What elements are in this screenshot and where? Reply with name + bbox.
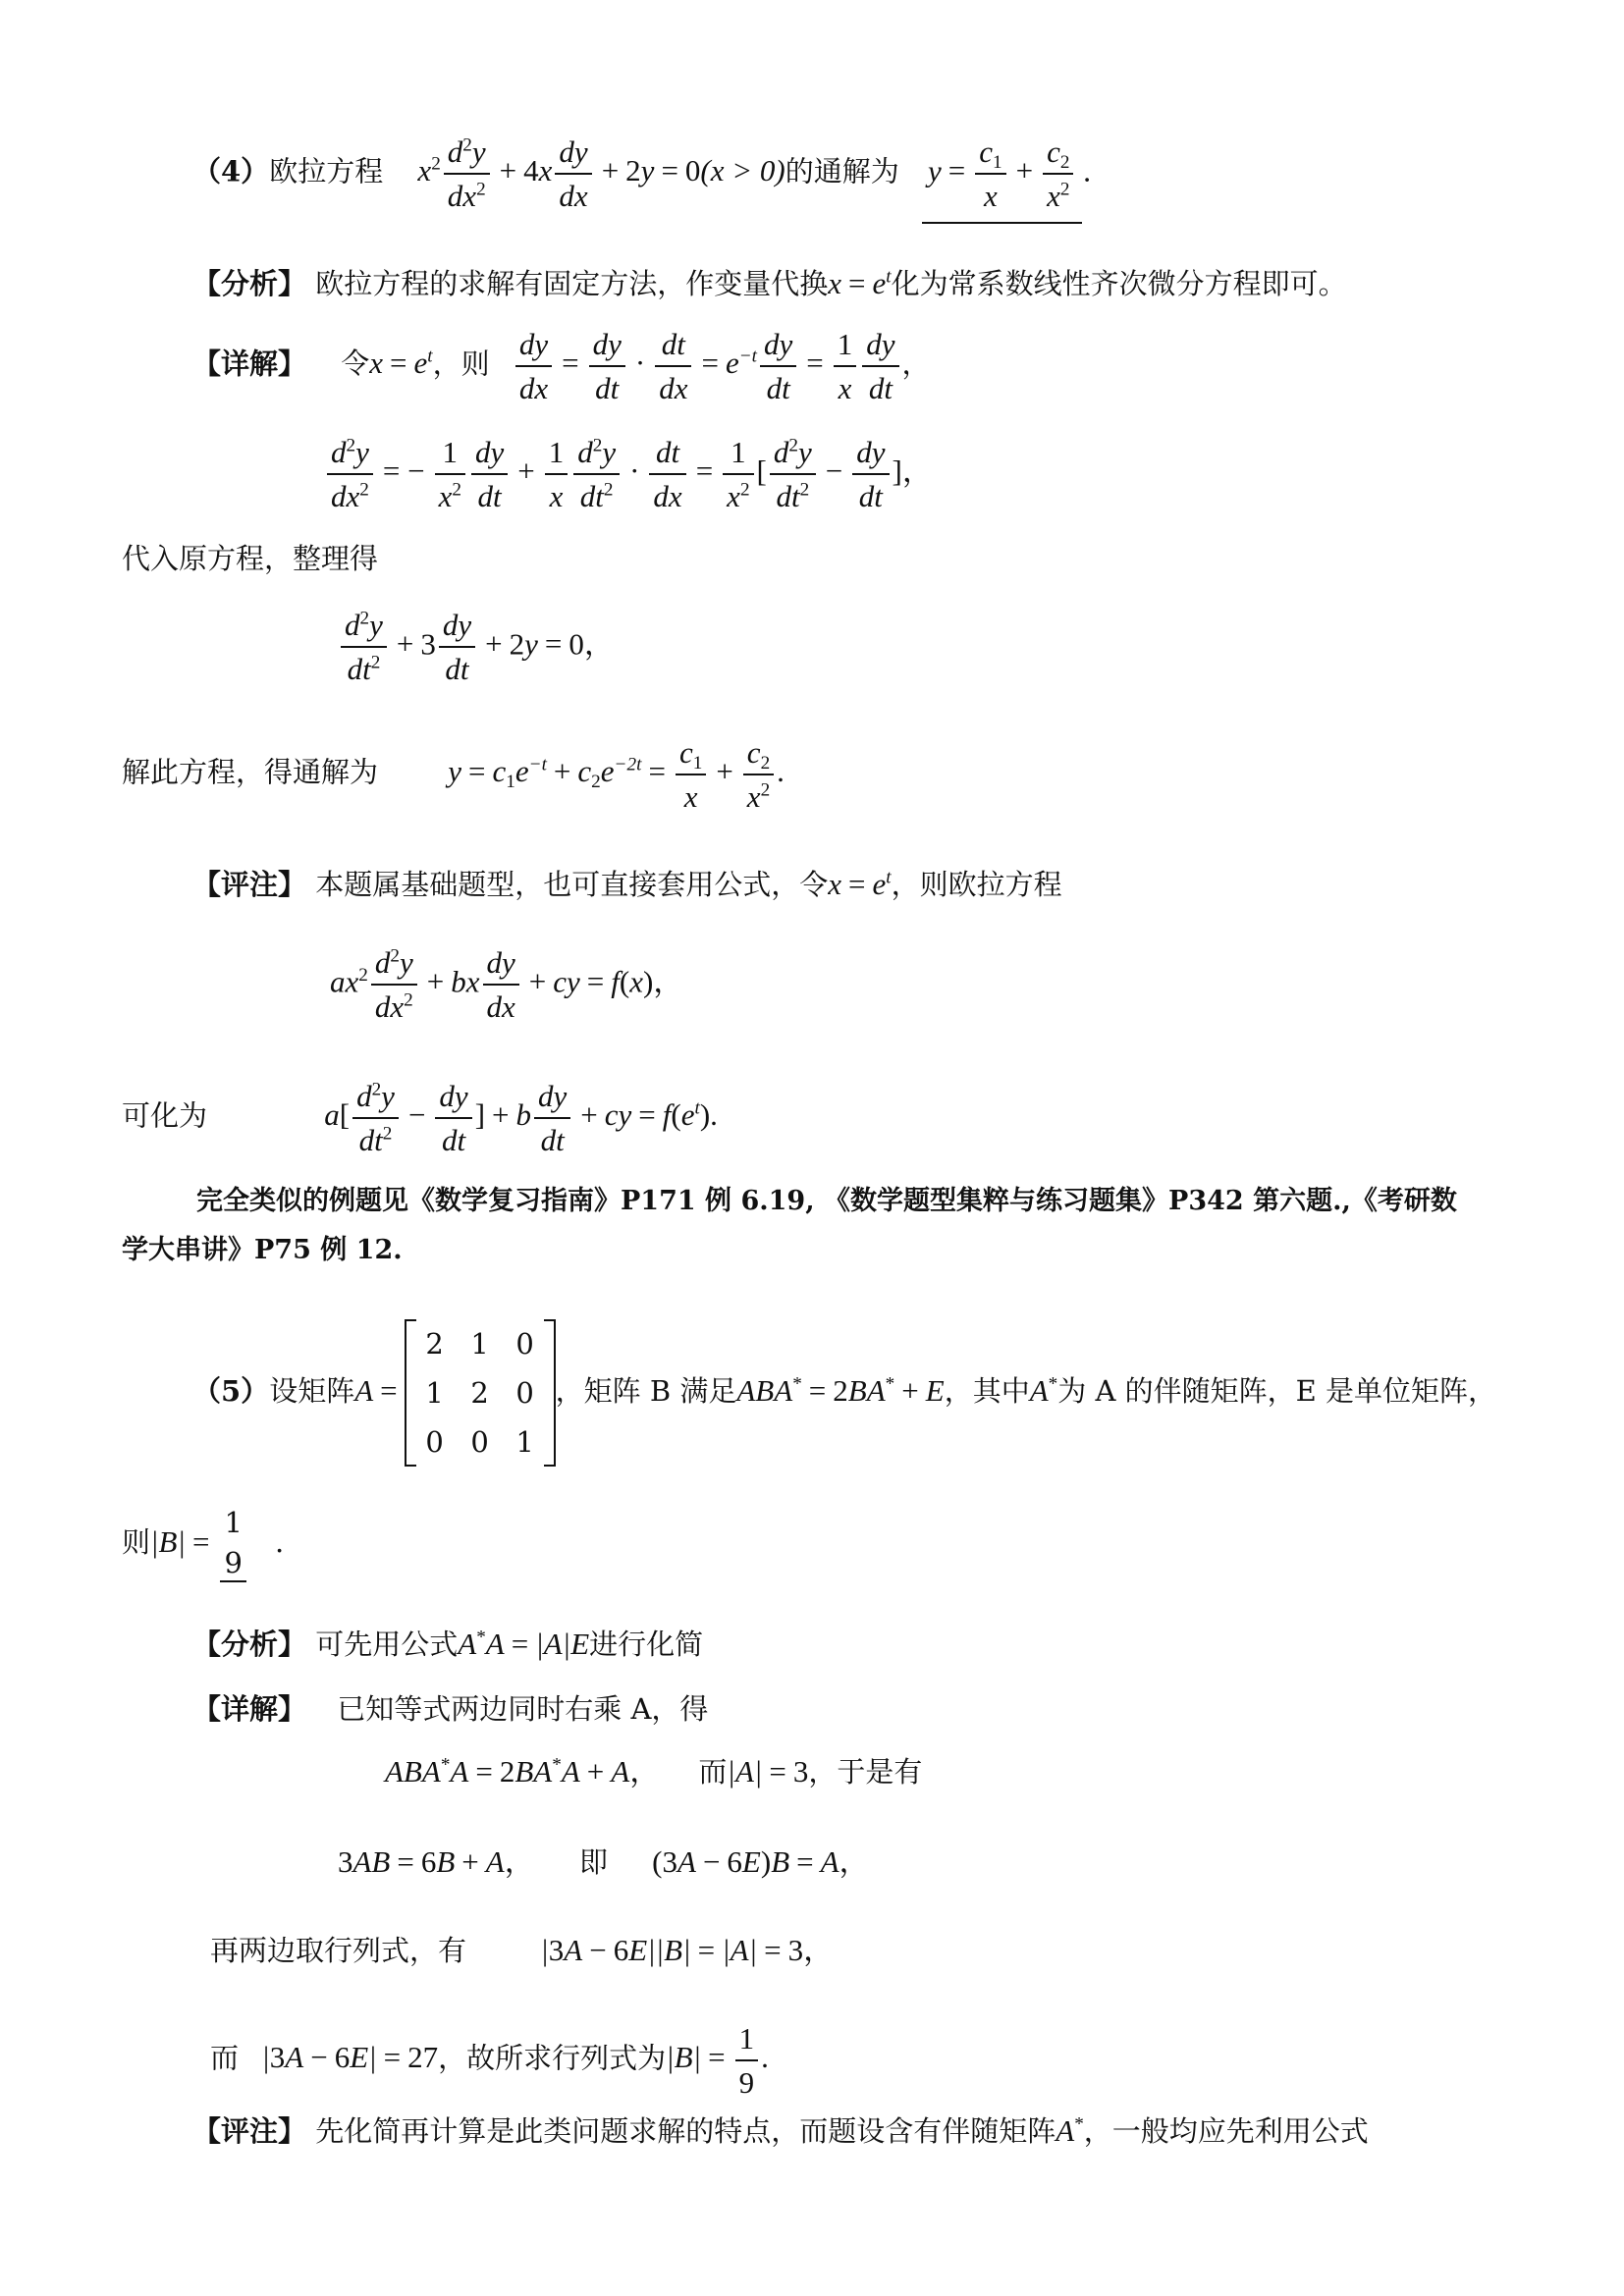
- q5-det-text: 再两边取行列式，有: [210, 1934, 467, 1967]
- q4-solution-line: [122, 734, 785, 815]
- q4-equation: $x^2$ $\frac{d^2y}{dx^2}$ + 4x $\frac{dy}{dx}$ + 2y = 0(x > 0): [417, 134, 785, 214]
- q5-analysis-label: 【分析】: [192, 1628, 307, 1661]
- q4-transformed-eq: a[ $\frac{d^2y}{dt^2}$ − $\frac{dy}{dt}$ ] + b $\frac{dy}{dt}$ + cy = $f(e^t)$.: [324, 1079, 718, 1158]
- q4-remark: [192, 866, 1062, 902]
- q4-second-derivative-eq: $\frac{d^2y}{dx^2}$ = − $\frac{1}{x^2}$ $\frac{dy}{dt}$ + $\frac{1}{x}$ $\frac{d^2y}{dt^2}$ · $\frac{dt}{dx}$ = $\frac{1}{x^2}$ [ $\frac{d^2y}{dt^2}$ − $\frac{dy}{dt}$ ]，: [324, 434, 933, 514]
- q5-cond-3: 为 A 的伴随矩阵，E 是单位矩阵，: [1057, 1374, 1497, 1408]
- q4-let-eq: $x = e^t$: [369, 346, 433, 381]
- q5-number: （5）: [192, 1374, 270, 1408]
- q4-detail-then: ，则: [432, 347, 490, 381]
- matrix-cell: 0: [425, 1424, 444, 1459]
- q5-and-text: 而: [698, 1755, 728, 1789]
- q4-can-become-line: [122, 1078, 718, 1158]
- q4-euler-general-eq: $ax^2$ $\frac{d^2y}{dx^2}$ + bx $\frac{dy}{dx}$ + cy = f(x)，: [330, 945, 684, 1025]
- q5-remark-text-2: ，一般均应先利用公式: [1083, 2114, 1369, 2148]
- q5-remark: 【评注】 先化简再计算是此类问题求解的特点，而题设含有伴随矩阵A*，一般均应先利用公式: [192, 2113, 1369, 2148]
- matrix-cell: 0: [515, 1375, 534, 1410]
- q4-substitution: $x = e^t$: [828, 266, 892, 300]
- q5-step-3: 再两边取行列式，有 |3A − 6E||B| = |A| = 3，: [210, 1933, 835, 1967]
- q4-number: （4）: [192, 154, 270, 188]
- q4-dydx-eq: $\frac{dy}{dx}$ = $\frac{dy}{dt}$ · $\frac{dt}{dx}$ = $e^{-t}$ $\frac{dy}{dt}$ = $\frac{1}{x}$ $\frac{dy}{dt}$: [513, 346, 902, 380]
- q4-analysis-text-1: 欧拉方程的求解有固定方法，作变量代换: [315, 267, 829, 300]
- q5-condition-eq: ABA* = 2BA* + E: [736, 1373, 945, 1408]
- matrix-cell: 2: [470, 1375, 489, 1410]
- q5-detail: [192, 1692, 708, 1727]
- q4-reference: 完全类似的例题见《数学复习指南》P171 例 6.19, 《数学题型集粹与练习题集》P342 第六题.,《考研数: [196, 1186, 1457, 1216]
- q4-analysis-label: 【分析】: [192, 267, 307, 300]
- q5-detail-label: 【详解】: [192, 1692, 307, 1726]
- q5-final-1: 而: [210, 2041, 240, 2075]
- q4-title: 欧拉方程: [269, 154, 384, 188]
- q5-statement: （5）设矩阵A = 2 1 0 1 2 0 0 0 1 ，矩阵 B 满足ABA* = 2BA* + E，其中A*为 A 的伴随矩阵，E 是单位矩阵，: [192, 1319, 1496, 1467]
- q4-detail-label: 【详解】: [192, 347, 307, 381]
- q4-detail-line-1: 【详解】 令$x = e^t$，则 $\frac{dy}{dx}$ = $\frac{dy}{dt}$ · $\frac{dt}{dx}$ = $e^{-t}$ $\frac{dy}{dt}$ = $\frac{1}{x}$ $\frac{dy}{dt}$ ，: [192, 327, 931, 406]
- q5-analysis: [192, 1626, 703, 1662]
- matrix-cell: 1: [515, 1424, 534, 1459]
- q5-then: 则: [122, 1524, 151, 1559]
- matrix-cell: 0: [470, 1424, 489, 1459]
- q4-analysis-text-2: 化为常系数线性齐次微分方程即可。: [891, 267, 1347, 300]
- q5-set-matrix: 设矩阵: [269, 1374, 355, 1408]
- q4-condition: (x > 0): [700, 153, 785, 188]
- matrix-cell: 1: [425, 1375, 444, 1410]
- q4-remark-label: 【评注】: [192, 868, 307, 901]
- q4-statement: （4）欧拉方程 $x^2$ $\frac{d^2y}{dx^2}$ + 4x $\frac{dy}{dx}$ + 2y = 0(x > 0)的通解为 y = $\frac{c_1}{x}$ + $\frac{c_2}{x^2}$ .: [192, 133, 1092, 224]
- q5-analysis-text-2: 进行化简: [589, 1628, 704, 1661]
- q4-detail-let: 令: [341, 347, 370, 381]
- q4-remark-text-1: 本题属基础题型，也可直接套用公式，令: [315, 868, 829, 901]
- q4-mid-text: 的通解为: [785, 154, 899, 188]
- q5-final-2: ，故所求行列式为: [438, 2041, 667, 2075]
- q5-analysis-text-1: 可先用公式: [315, 1628, 459, 1661]
- q4-solve-text: 解此方程，得通解为: [122, 755, 379, 789]
- q4-substitute-text: 代入原方程，整理得: [122, 542, 379, 575]
- q5-remark-label: 【评注】: [192, 2114, 307, 2148]
- q4-reduced-eq: $\frac{d^2y}{dt^2}$ + 3 $\frac{dy}{dt}$ + 2y = 0，: [338, 607, 615, 687]
- q5-detail-text: 已知等式两边同时右乘 A，得: [337, 1692, 709, 1726]
- q5-ie-text: 即: [578, 1845, 608, 1879]
- q5-step-2: 3AB = 6B + A， 即 (3A − 6E)B = A，: [338, 1844, 870, 1879]
- q5-remark-text-1: 先化简再计算是此类问题求解的特点，而题设含有伴随矩阵: [315, 2114, 1056, 2148]
- q5-then-line: 则|B| = 1 9 .: [122, 1506, 284, 1582]
- q4-reference-2: 学大串讲》P75 例 12.: [122, 1235, 403, 1265]
- matrix-cell: 2: [425, 1326, 444, 1361]
- q4-can-become: 可化为: [122, 1098, 208, 1133]
- matrix-A: [405, 1319, 556, 1467]
- q4-remark-sub: $x = e^t$: [828, 867, 892, 901]
- matrix-cell: 1: [470, 1326, 489, 1361]
- q5-step-1: ABA*A = 2BA*A + A， 而|A| = 3，于是有: [385, 1754, 923, 1789]
- q5-cond-2: ，其中: [944, 1374, 1030, 1408]
- q5-so-text: ，于是有: [808, 1755, 923, 1789]
- q5-answer: 1 9: [220, 1506, 245, 1582]
- q4-answer: y = $\frac{c_1}{x}$ + $\frac{c_2}{x^2}$: [922, 133, 1082, 224]
- q4-analysis: [192, 265, 1347, 301]
- q4-general-solution: $y = c_1e^{-t} + c_2e^{-2t}$ = $\frac{c_1}{x}$ + $\frac{c_2}{x^2}$ .: [448, 735, 785, 815]
- q4-remark-text-2: ，则欧拉方程: [891, 868, 1062, 901]
- q5-adjugate-formula: A*A = |A|E: [458, 1627, 590, 1661]
- matrix-cell: 0: [515, 1326, 534, 1361]
- q5-step-4: 而 |3A − 6E| = 27，故所求行列式为|B| = $\frac{1}{9}$ .: [210, 2021, 769, 2101]
- q5-cond-1: ，矩阵 B 满足: [555, 1374, 737, 1408]
